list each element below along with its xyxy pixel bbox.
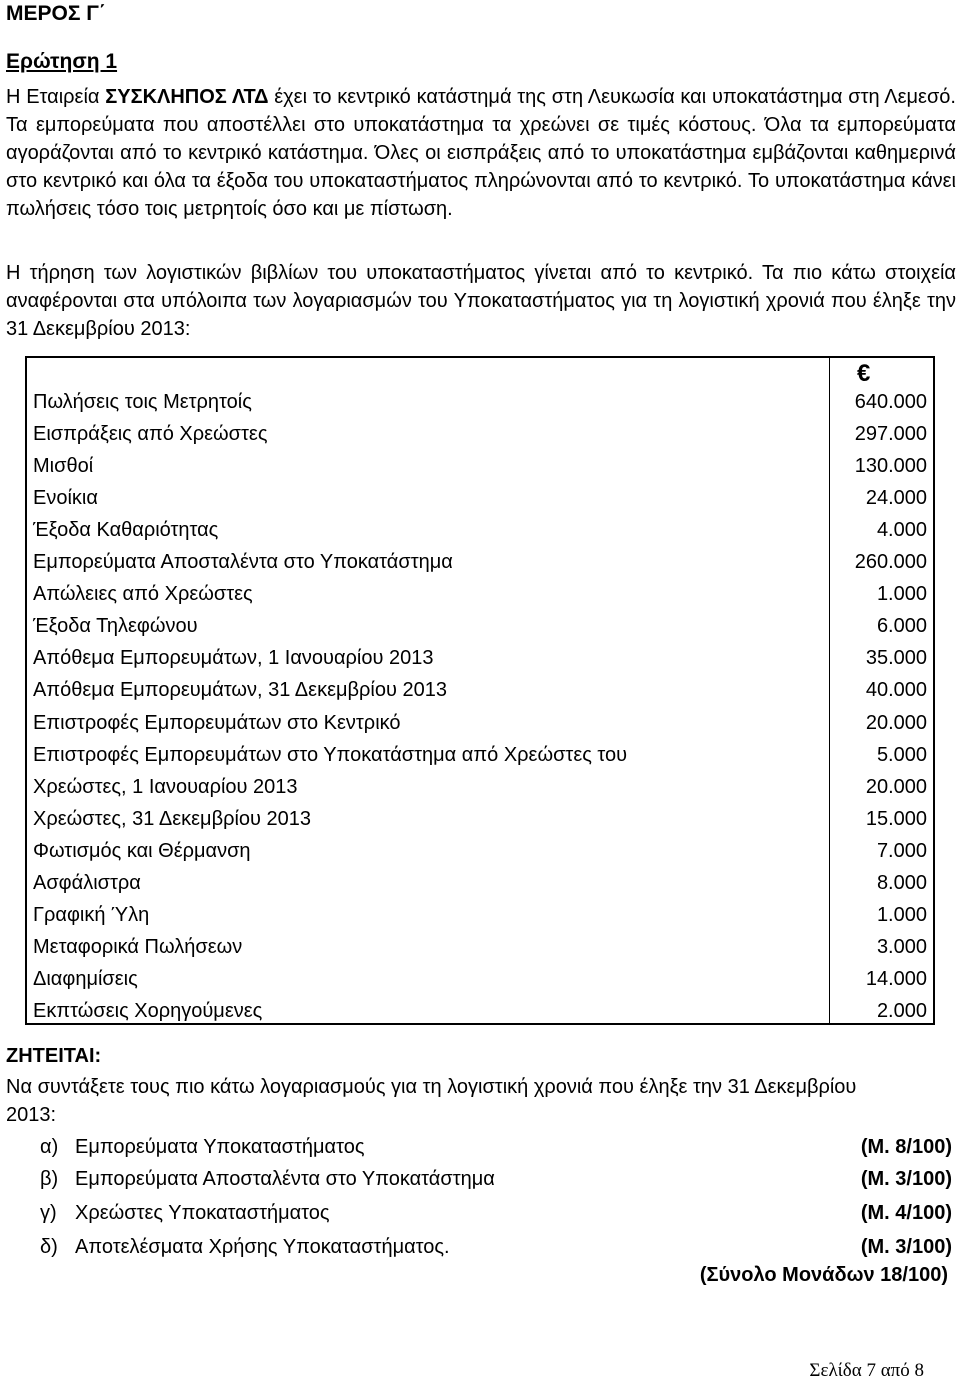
row-value: 1.000 [876,903,927,926]
row-value: 7.000 [876,839,927,862]
row-label: Φωτισμός και Θέρμανση [33,839,251,862]
intro-body: έχει το κεντρικό κατάστημά της στη Λευκωσία και υποκατάστημα στη Λεμεσό. Τα εμπορεύματα που αποστέλλει στο υποκατάστημα τα χρεώνει σε τιμές κόστους. Όλα τα εμπορεύματα αγοράζονται από το κεντρικό κατάστημα. Όλες οι εισπράξεις από το υποκατάστημα εμβάζονται καθημερινά στο κεντρικό και όλα τα έξοδα του υποκαταστήματος πληρώνονται από το κεντρικό. Το υποκατάστημα κάνει πωλήσεις τόσο τοις μετρητοίς όσο και με πίστωση. [6,86,956,220]
row-label: Εμπορεύματα Αποσταλέντα στο Υποκατάστημα [33,551,453,574]
table-row [33,995,927,1027]
task-letter: β) [40,1168,59,1190]
row-value: 5.000 [876,743,927,766]
row-label: Απώλειες από Χρεώστες [33,583,253,606]
task-letter: α) [40,1136,59,1158]
row-label: Μεταφορικά Πωλήσεων [33,935,243,958]
requirements-text: Να συντάξετε τους πιο κάτω λογαριασμούς για τη λογιστική χρονιά που έληξε την 31 Δεκεμβρίου 2013: [6,1076,857,1126]
balances-table [25,356,935,1025]
row-value: 20.000 [865,711,927,734]
table-row [33,546,927,578]
intro-paragraph-1 [6,83,956,223]
table-row [33,514,927,546]
table-row [33,931,927,963]
task-marks: (Μ. 4/100) [860,1202,952,1224]
table-row [33,418,927,450]
task-label: Αποτελέσματα Χρήσης Υποκαταστήματος. [75,1236,450,1258]
task-marks: (Μ. 3/100) [860,1236,952,1258]
row-label: Επιστροφές Εμπορευμάτων στο Κεντρικό [33,711,401,734]
row-label: Εισπράξεις από Χρεώστες [33,423,268,446]
row-label: Μισθοί [33,455,94,478]
row-value: 35.000 [865,647,927,670]
task-label: Χρεώστες Υποκαταστήματος [75,1202,330,1224]
row-value: 1.000 [876,583,927,606]
row-label: Εκπτώσεις Χορηγούμενες [33,999,263,1022]
table-row [33,450,927,482]
table-row [33,707,927,739]
intro-body-2: Η τήρηση των λογιστικών βιβλίων του υποκαταστήματος γίνεται από το κεντρικό. Τα πιο κάτω στοιχεία αναφέρονται στα υπόλοιπα των λογαριασμών του Υποκαταστήματος για τη λογιστική χρονιά που έληξε την 31 Δεκεμβρίου 2013: [6,262,956,340]
intro-paragraph-2 [6,259,956,343]
task-label: Εμπορεύματα Αποσταλέντα στο Υποκατάστημα [75,1168,495,1190]
table-row [33,803,927,835]
table-row [33,482,927,514]
row-value: 2.000 [876,999,927,1022]
table-row [33,739,927,771]
page-number: Σελίδα 7 από 8 [809,1360,924,1381]
table-row [33,771,927,803]
table-row [33,963,927,995]
requirements-title: ΖΗΤΕΙΤΑΙ: [6,1045,102,1067]
row-value: 3.000 [876,935,927,958]
row-value: 130.000 [854,455,927,478]
currency-header: € [857,360,871,387]
row-label: Απόθεμα Εμπορευμάτων, 31 Δεκεμβρίου 2013 [33,679,447,702]
row-label: Απόθεμα Εμπορευμάτων, 1 Ιανουαρίου 2013 [33,647,434,670]
row-value: 640.000 [854,391,927,413]
row-value: 24.000 [865,487,927,510]
question-title: Ερώτηση 1 [6,50,118,73]
row-label: Χρεώστες, 1 Ιανουαρίου 2013 [33,775,298,798]
row-value: 8.000 [876,871,927,894]
task-marks: (Μ. 8/100) [860,1136,952,1158]
row-label: Επιστροφές Εμπορευμάτων στο Υποκατάστημα από Χρεώστες του [33,743,628,766]
task-item [40,1232,952,1262]
row-value: 15.000 [865,807,927,830]
task-item [40,1198,952,1228]
table-row [33,867,927,899]
row-label: Έξοδα Τηλεφώνου [33,615,198,638]
task-item [40,1164,952,1194]
row-label: Πωλήσεις τοις Μετρητοίς [33,391,252,413]
row-label: Γραφική Ύλη [33,903,150,926]
row-value: 20.000 [865,775,927,798]
row-label: Έξοδα Καθαριότητας [33,519,219,542]
task-letter: δ) [40,1236,58,1258]
row-label: Χρεώστες, 31 Δεκεμβρίου 2013 [33,807,312,830]
task-marks: (Μ. 3/100) [860,1168,952,1190]
row-value: 6.000 [876,615,927,638]
table-row [33,899,927,931]
task-letter: γ) [40,1202,57,1224]
row-label: Ενοίκια [33,487,98,510]
row-value: 40.000 [865,679,927,702]
table-row [33,386,927,418]
task-item [40,1132,952,1162]
row-value: 14.000 [865,967,927,990]
table-row [33,642,927,674]
table-row [33,578,927,610]
task-label: Εμπορεύματα Υποκαταστήματος [75,1136,365,1158]
row-value: 297.000 [854,423,927,446]
row-label: Ασφάλιστρα [33,871,141,894]
table-row [33,610,927,642]
company-name: ΣΥΣΚΛΗΠΟΣ ΛΤΔ [105,86,269,108]
total-marks: (Σύνολο Μονάδων 18/100) [699,1264,948,1286]
row-value: 260.000 [854,551,927,574]
table-row [33,835,927,867]
table-row [33,674,927,706]
intro-prefix: Η Εταιρεία [6,86,106,108]
row-value: 4.000 [876,519,927,542]
section-heading: ΜΕΡΟΣ Γ΄ [6,2,106,25]
row-label: Διαφημίσεις [33,967,138,990]
